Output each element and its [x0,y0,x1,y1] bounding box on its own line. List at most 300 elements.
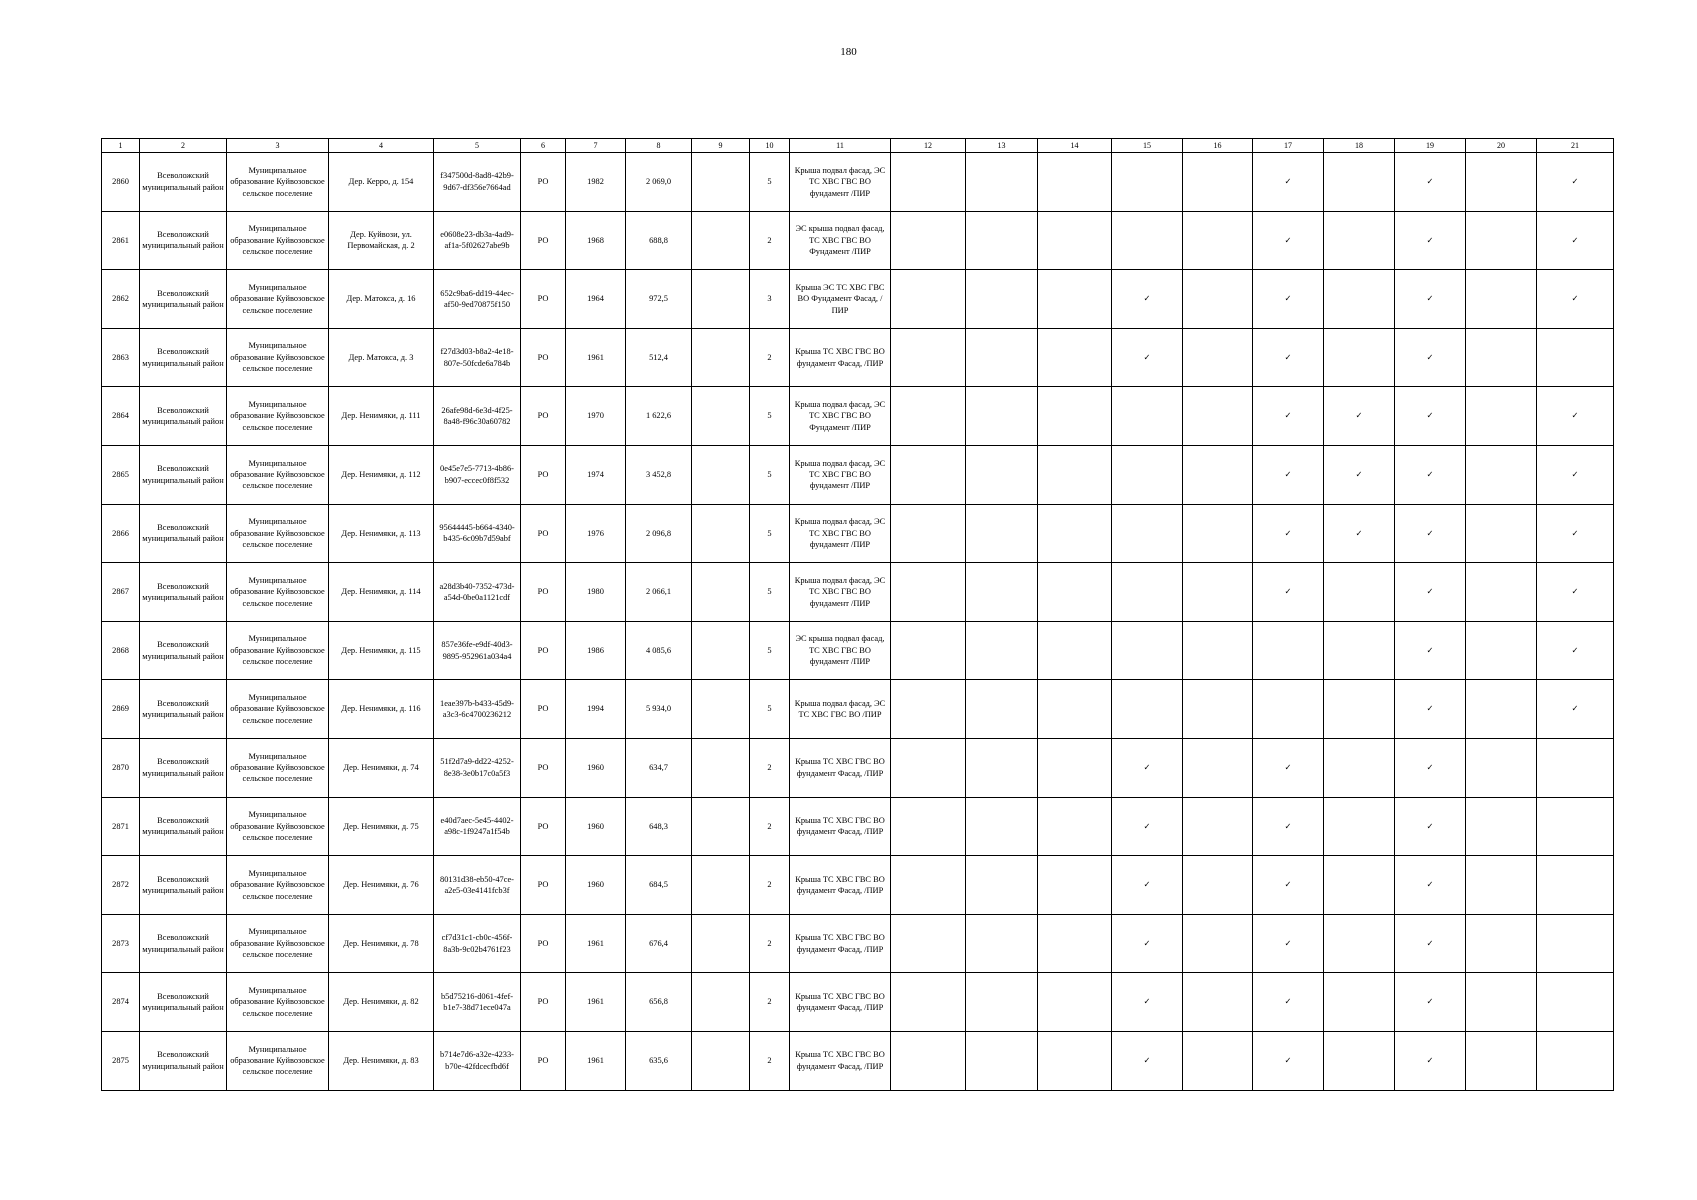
table-row [102,328,1614,387]
municipality-cell: Муниципальное образование Куйвозовское сельское поселение [227,738,329,797]
guid-cell: b714e7d6-a32e-4233-b70e-42fdcecfbd6f [434,1031,521,1090]
row-number: 2875 [102,1031,140,1090]
column-19-cell: ✓ [1395,797,1466,856]
header-row [102,139,1614,153]
works-cell: Крыша подвал фасад, ЭС ТС ХВС ГВС ВО фундамент /ПИР [790,504,891,563]
column-16-cell [1183,914,1253,973]
district-cell: Всеволожский муниципальный район [140,504,227,563]
column-12-cell [891,328,966,387]
column-13-cell [966,856,1038,915]
column-20-cell [1466,973,1537,1032]
column-15-cell: ✓ [1112,1031,1183,1090]
table-row [102,797,1614,856]
column-13-cell [966,153,1038,212]
column-16-cell [1183,797,1253,856]
address-cell: Дер. Ненимяки, д. 82 [329,973,434,1032]
guid-cell: f27d3d03-b8a2-4e18-807e-50fcde6a784b [434,328,521,387]
address-cell: Дер. Ненимяки, д. 111 [329,387,434,446]
municipality-cell: Муниципальное образование Куйвозовское сельское поселение [227,856,329,915]
column-17-cell [1253,621,1324,680]
column-9-cell [692,328,750,387]
address-cell: Дер. Матокса, д. 16 [329,270,434,329]
row-number: 2863 [102,328,140,387]
works-cell: Крыша ТС ХВС ГВС ВО фундамент Фасад, /ПИР [790,973,891,1032]
column-14-cell [1038,445,1112,504]
column-header: 15 [1112,139,1183,153]
column-12-cell [891,270,966,329]
column-header: 5 [434,139,521,153]
column-12-cell [891,973,966,1032]
row-number: 2873 [102,914,140,973]
column-20-cell [1466,270,1537,329]
address-cell: Дер. Керро, д. 154 [329,153,434,212]
area-cell: 688,8 [626,211,692,270]
column-15-cell [1112,680,1183,739]
address-cell: Дер. Ненимяки, д. 112 [329,445,434,504]
year-cell: 1968 [566,211,626,270]
table-body [102,153,1614,1091]
column-16-cell [1183,973,1253,1032]
column-16-cell [1183,153,1253,212]
column-19-cell: ✓ [1395,211,1466,270]
column-20-cell [1466,563,1537,622]
column-16-cell [1183,621,1253,680]
guid-cell: 95644445-b664-4340-b435-6c09b7d59abf [434,504,521,563]
column-21-cell: ✓ [1537,563,1614,622]
column-19-cell: ✓ [1395,328,1466,387]
table-row [102,445,1614,504]
column-20-cell [1466,328,1537,387]
district-cell: Всеволожский муниципальный район [140,797,227,856]
works-cell: Крыша ЭС ТС ХВС ГВС ВО Фундамент Фасад, /ПИР [790,270,891,329]
column-13-cell [966,973,1038,1032]
works-cell: Крыша подвал фасад, ЭС ТС ХВС ГВС ВО фундамент /ПИР [790,563,891,622]
column-14-cell [1038,738,1112,797]
column-14-cell [1038,1031,1112,1090]
floors-cell: 5 [750,563,790,622]
area-cell: 3 452,8 [626,445,692,504]
municipality-cell: Муниципальное образование Куйвозовское сельское поселение [227,680,329,739]
column-header: 6 [521,139,566,153]
ownership-form-cell: РО [521,621,566,680]
column-17-cell: ✓ [1253,914,1324,973]
column-13-cell [966,211,1038,270]
column-15-cell: ✓ [1112,738,1183,797]
column-9-cell [692,445,750,504]
guid-cell: b5d75216-d061-4fef-b1e7-38d71ece047a [434,973,521,1032]
guid-cell: 1eae397b-b433-45d9-a3c3-6c4700236212 [434,680,521,739]
column-9-cell [692,914,750,973]
column-14-cell [1038,621,1112,680]
column-15-cell [1112,563,1183,622]
column-15-cell [1112,445,1183,504]
table-row [102,680,1614,739]
column-21-cell: ✓ [1537,270,1614,329]
year-cell: 1970 [566,387,626,446]
column-17-cell: ✓ [1253,563,1324,622]
works-cell: Крыша ТС ХВС ГВС ВО фундамент Фасад, /ПИР [790,797,891,856]
housing-registry-table [101,138,1614,1091]
column-12-cell [891,387,966,446]
ownership-form-cell: РО [521,680,566,739]
column-18-cell [1324,738,1395,797]
column-14-cell [1038,856,1112,915]
district-cell: Всеволожский муниципальный район [140,680,227,739]
floors-cell: 2 [750,856,790,915]
column-14-cell [1038,270,1112,329]
municipality-cell: Муниципальное образование Куйвозовское сельское поселение [227,153,329,212]
column-19-cell: ✓ [1395,680,1466,739]
table-row [102,211,1614,270]
ownership-form-cell: РО [521,328,566,387]
column-9-cell [692,270,750,329]
floors-cell: 5 [750,504,790,563]
ownership-form-cell: РО [521,856,566,915]
column-14-cell [1038,504,1112,563]
address-cell: Дер. Ненимяки, д. 78 [329,914,434,973]
column-13-cell [966,270,1038,329]
column-12-cell [891,797,966,856]
column-17-cell: ✓ [1253,856,1324,915]
address-cell: Дер. Куйвози, ул. Первомайская, д. 2 [329,211,434,270]
table-row [102,504,1614,563]
ownership-form-cell: РО [521,973,566,1032]
column-19-cell: ✓ [1395,1031,1466,1090]
column-19-cell: ✓ [1395,270,1466,329]
district-cell: Всеволожский муниципальный район [140,270,227,329]
area-cell: 2 066,1 [626,563,692,622]
works-cell: Крыша ТС ХВС ГВС ВО фундамент Фасад, /ПИР [790,1031,891,1090]
column-12-cell [891,621,966,680]
municipality-cell: Муниципальное образование Куйвозовское сельское поселение [227,973,329,1032]
row-number: 2862 [102,270,140,329]
area-cell: 635,6 [626,1031,692,1090]
year-cell: 1976 [566,504,626,563]
floors-cell: 5 [750,387,790,446]
year-cell: 1974 [566,445,626,504]
column-13-cell [966,387,1038,446]
row-number: 2869 [102,680,140,739]
column-21-cell [1537,1031,1614,1090]
district-cell: Всеволожский муниципальный район [140,914,227,973]
municipality-cell: Муниципальное образование Куйвозовское сельское поселение [227,445,329,504]
column-13-cell [966,563,1038,622]
area-cell: 648,3 [626,797,692,856]
column-17-cell: ✓ [1253,797,1324,856]
column-19-cell: ✓ [1395,973,1466,1032]
row-number: 2867 [102,563,140,622]
column-12-cell [891,153,966,212]
ownership-form-cell: РО [521,738,566,797]
column-12-cell [891,211,966,270]
column-16-cell [1183,445,1253,504]
address-cell: Дер. Ненимяки, д. 75 [329,797,434,856]
district-cell: Всеволожский муниципальный район [140,153,227,212]
column-9-cell [692,211,750,270]
works-cell: Крыша подвал фасад, ЭС ТС ХВС ГВС ВО фундамент /ПИР [790,153,891,212]
column-21-cell [1537,856,1614,915]
works-cell: Крыша ТС ХВС ГВС ВО фундамент Фасад, /ПИР [790,856,891,915]
column-20-cell [1466,504,1537,563]
column-14-cell [1038,680,1112,739]
column-9-cell [692,1031,750,1090]
works-cell: Крыша подвал фасад, ЭС ТС ХВС ГВС ВО фундамент /ПИР [790,445,891,504]
column-19-cell: ✓ [1395,504,1466,563]
column-15-cell: ✓ [1112,328,1183,387]
district-cell: Всеволожский муниципальный район [140,328,227,387]
guid-cell: 51f2d7a9-dd22-4252-8e38-3e0b17c0a5f3 [434,738,521,797]
table-row [102,738,1614,797]
area-cell: 5 934,0 [626,680,692,739]
column-17-cell: ✓ [1253,153,1324,212]
column-13-cell [966,680,1038,739]
column-20-cell [1466,1031,1537,1090]
address-cell: Дер. Ненимяки, д. 116 [329,680,434,739]
column-18-cell [1324,856,1395,915]
column-12-cell [891,445,966,504]
column-13-cell [966,738,1038,797]
column-15-cell [1112,211,1183,270]
column-header: 13 [966,139,1038,153]
guid-cell: 80131d38-eb50-47ce-a2e5-03e4141fcb3f [434,856,521,915]
district-cell: Всеволожский муниципальный район [140,445,227,504]
table-row [102,856,1614,915]
column-header: 10 [750,139,790,153]
column-20-cell [1466,680,1537,739]
row-number: 2871 [102,797,140,856]
column-18-cell [1324,563,1395,622]
column-21-cell [1537,914,1614,973]
table-row [102,973,1614,1032]
column-21-cell [1537,738,1614,797]
guid-cell: 26afe98d-6e3d-4f25-8a48-f96c30a60782 [434,387,521,446]
row-number: 2861 [102,211,140,270]
column-header: 11 [790,139,891,153]
column-20-cell [1466,387,1537,446]
works-cell: Крыша подвал фасад, ЭС ТС ХВС ГВС ВО Фундамент /ПИР [790,387,891,446]
floors-cell: 5 [750,680,790,739]
column-15-cell [1112,153,1183,212]
column-18-cell [1324,973,1395,1032]
column-16-cell [1183,328,1253,387]
table-row [102,1031,1614,1090]
column-18-cell [1324,211,1395,270]
column-19-cell: ✓ [1395,445,1466,504]
table-row [102,153,1614,212]
column-17-cell: ✓ [1253,973,1324,1032]
year-cell: 1961 [566,914,626,973]
column-18-cell [1324,153,1395,212]
column-12-cell [891,504,966,563]
floors-cell: 5 [750,621,790,680]
column-14-cell [1038,914,1112,973]
area-cell: 634,7 [626,738,692,797]
ownership-form-cell: РО [521,1031,566,1090]
column-17-cell: ✓ [1253,738,1324,797]
column-13-cell [966,621,1038,680]
column-13-cell [966,445,1038,504]
column-21-cell: ✓ [1537,621,1614,680]
column-header: 1 [102,139,140,153]
column-16-cell [1183,270,1253,329]
column-14-cell [1038,211,1112,270]
ownership-form-cell: РО [521,914,566,973]
district-cell: Всеволожский муниципальный район [140,211,227,270]
row-number: 2866 [102,504,140,563]
area-cell: 676,4 [626,914,692,973]
column-header: 16 [1183,139,1253,153]
area-cell: 512,4 [626,328,692,387]
works-cell: Крыша подвал фасад, ЭС ТС ХВС ГВС ВО /ПИР [790,680,891,739]
column-19-cell: ✓ [1395,387,1466,446]
address-cell: Дер. Ненимяки, д. 76 [329,856,434,915]
column-12-cell [891,1031,966,1090]
column-15-cell: ✓ [1112,797,1183,856]
floors-cell: 2 [750,211,790,270]
column-20-cell [1466,621,1537,680]
column-header: 2 [140,139,227,153]
ownership-form-cell: РО [521,211,566,270]
column-17-cell: ✓ [1253,445,1324,504]
floors-cell: 2 [750,738,790,797]
column-12-cell [891,914,966,973]
floors-cell: 2 [750,328,790,387]
area-cell: 684,5 [626,856,692,915]
column-19-cell: ✓ [1395,153,1466,212]
column-18-cell [1324,621,1395,680]
column-16-cell [1183,387,1253,446]
column-14-cell [1038,563,1112,622]
column-19-cell: ✓ [1395,621,1466,680]
column-15-cell: ✓ [1112,914,1183,973]
column-21-cell: ✓ [1537,211,1614,270]
column-14-cell [1038,387,1112,446]
works-cell: Крыша ТС ХВС ГВС ВО фундамент Фасад, /ПИР [790,328,891,387]
column-header: 8 [626,139,692,153]
row-number: 2868 [102,621,140,680]
row-number: 2864 [102,387,140,446]
column-21-cell: ✓ [1537,387,1614,446]
guid-cell: 0e45e7e5-7713-4b86-b907-eccec0f8f532 [434,445,521,504]
column-15-cell [1112,387,1183,446]
column-20-cell [1466,914,1537,973]
ownership-form-cell: РО [521,563,566,622]
column-9-cell [692,738,750,797]
column-header: 14 [1038,139,1112,153]
guid-cell: a28d3b40-7352-473d-a54d-0be0a1121cdf [434,563,521,622]
column-9-cell [692,563,750,622]
year-cell: 1960 [566,738,626,797]
column-14-cell [1038,973,1112,1032]
year-cell: 1960 [566,797,626,856]
municipality-cell: Муниципальное образование Куйвозовское сельское поселение [227,504,329,563]
column-21-cell: ✓ [1537,680,1614,739]
column-20-cell [1466,445,1537,504]
column-18-cell: ✓ [1324,387,1395,446]
column-9-cell [692,973,750,1032]
municipality-cell: Муниципальное образование Куйвозовское сельское поселение [227,387,329,446]
ownership-form-cell: РО [521,270,566,329]
column-18-cell [1324,680,1395,739]
column-20-cell [1466,211,1537,270]
column-9-cell [692,153,750,212]
address-cell: Дер. Матокса, д. 3 [329,328,434,387]
column-15-cell: ✓ [1112,973,1183,1032]
column-21-cell [1537,973,1614,1032]
year-cell: 1986 [566,621,626,680]
guid-cell: 857e36fe-e9df-40d3-9895-952961a034a4 [434,621,521,680]
column-13-cell [966,1031,1038,1090]
column-17-cell: ✓ [1253,211,1324,270]
column-header: 3 [227,139,329,153]
floors-cell: 2 [750,973,790,1032]
district-cell: Всеволожский муниципальный район [140,621,227,680]
column-20-cell [1466,797,1537,856]
year-cell: 1961 [566,328,626,387]
area-cell: 2 069,0 [626,153,692,212]
column-header: 7 [566,139,626,153]
column-19-cell: ✓ [1395,738,1466,797]
municipality-cell: Муниципальное образование Куйвозовское сельское поселение [227,797,329,856]
column-14-cell [1038,153,1112,212]
column-17-cell: ✓ [1253,270,1324,329]
district-cell: Всеволожский муниципальный район [140,563,227,622]
address-cell: Дер. Ненимяки, д. 83 [329,1031,434,1090]
row-number: 2874 [102,973,140,1032]
floors-cell: 2 [750,914,790,973]
area-cell: 4 085,6 [626,621,692,680]
ownership-form-cell: РО [521,445,566,504]
guid-cell: 652c9ba6-dd19-44ec-af50-9ed70875f150 [434,270,521,329]
column-18-cell: ✓ [1324,504,1395,563]
column-20-cell [1466,738,1537,797]
column-header: 17 [1253,139,1324,153]
column-header: 19 [1395,139,1466,153]
column-12-cell [891,563,966,622]
year-cell: 1961 [566,1031,626,1090]
column-12-cell [891,680,966,739]
column-header: 20 [1466,139,1537,153]
table-row [102,270,1614,329]
column-12-cell [891,856,966,915]
guid-cell: e0608e23-db3a-4ad9-af1a-5f02627abe9b [434,211,521,270]
municipality-cell: Муниципальное образование Куйвозовское сельское поселение [227,563,329,622]
column-9-cell [692,387,750,446]
column-14-cell [1038,328,1112,387]
district-cell: Всеволожский муниципальный район [140,1031,227,1090]
table-row [102,563,1614,622]
column-18-cell [1324,270,1395,329]
year-cell: 1982 [566,153,626,212]
row-number: 2865 [102,445,140,504]
column-17-cell: ✓ [1253,504,1324,563]
column-19-cell: ✓ [1395,563,1466,622]
floors-cell: 5 [750,153,790,212]
works-cell: Крыша ТС ХВС ГВС ВО фундамент Фасад, /ПИР [790,738,891,797]
year-cell: 1961 [566,973,626,1032]
district-cell: Всеволожский муниципальный район [140,856,227,915]
column-19-cell: ✓ [1395,914,1466,973]
column-header: 18 [1324,139,1395,153]
row-number: 2870 [102,738,140,797]
municipality-cell: Муниципальное образование Куйвозовское сельское поселение [227,211,329,270]
column-9-cell [692,680,750,739]
municipality-cell: Муниципальное образование Куйвозовское сельское поселение [227,914,329,973]
guid-cell: f347500d-8ad8-42b9-9d67-df356e7664ad [434,153,521,212]
column-16-cell [1183,738,1253,797]
year-cell: 1960 [566,856,626,915]
column-16-cell [1183,856,1253,915]
